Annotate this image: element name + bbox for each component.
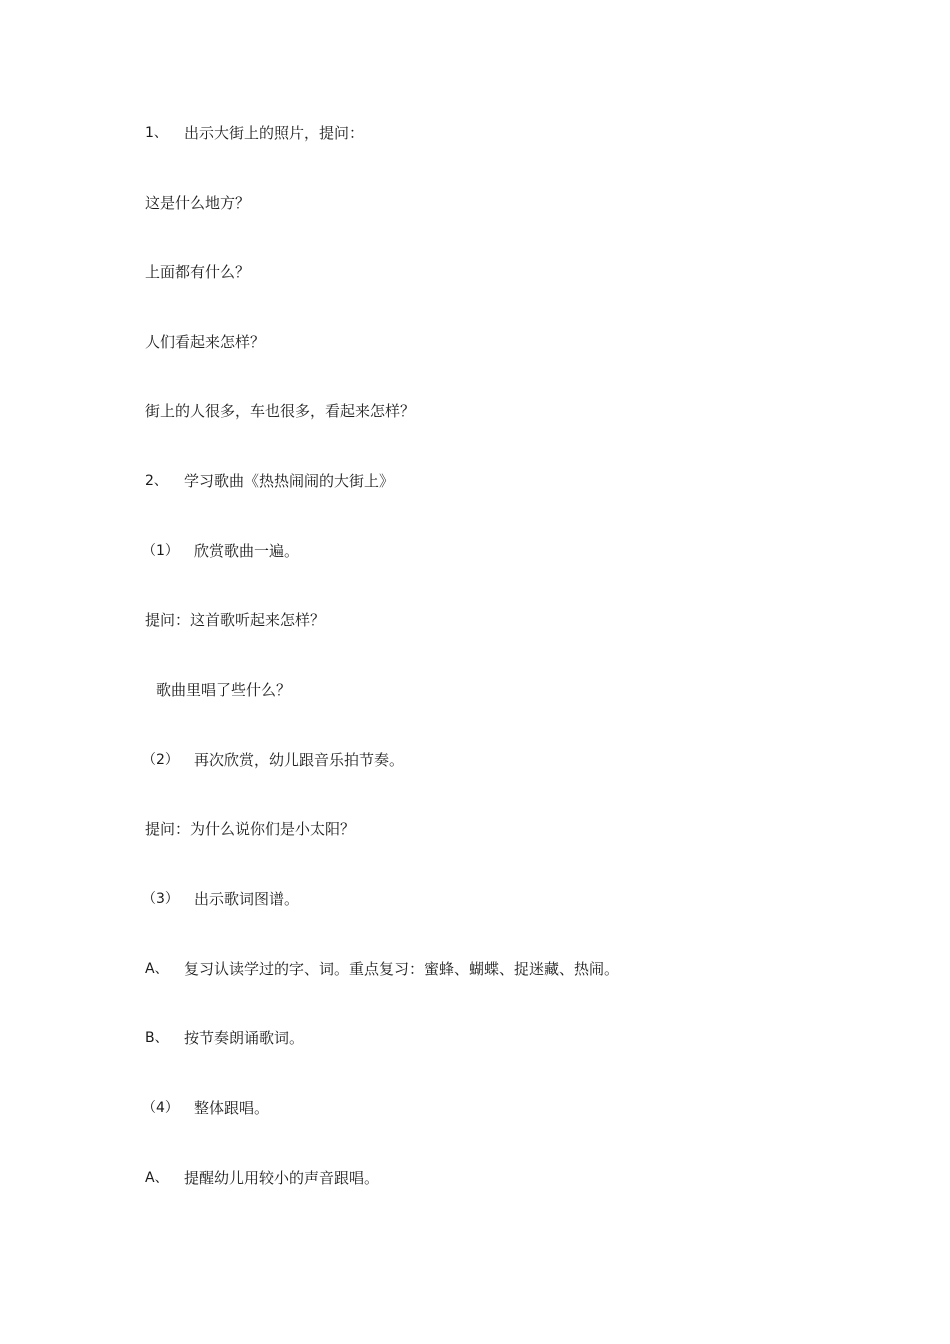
step-2-line xyxy=(145,469,394,493)
item-text: 提醒幼儿用较小的声音跟唱。 xyxy=(184,1169,380,1187)
question-line xyxy=(145,817,355,841)
substep-text: 再次欣赏，幼儿跟音乐拍节奏。 xyxy=(194,751,405,769)
question-line xyxy=(145,678,291,702)
step-number: 2、 xyxy=(145,473,168,489)
question-line xyxy=(145,330,265,354)
step-1-line xyxy=(145,121,364,145)
substep-text: 欣赏歌曲一遍。 xyxy=(194,542,300,560)
question-text: 街上的人很多，车也很多，看起来怎样？ xyxy=(145,402,416,420)
substep-1-line xyxy=(142,539,300,563)
question-text: 歌曲里唱了些什么？ xyxy=(156,681,292,699)
substep-number: （3） xyxy=(142,891,179,907)
item-text: 按节奏朗诵歌词。 xyxy=(184,1029,305,1047)
substep-number: （1） xyxy=(142,543,179,559)
item-letter: A、 xyxy=(145,1170,169,1186)
item-a-line xyxy=(145,957,619,981)
item-letter: B、 xyxy=(145,1030,169,1046)
question-line xyxy=(145,191,250,215)
substep-number: （2） xyxy=(142,752,179,768)
question-line xyxy=(145,399,415,423)
question-text: 上面都有什么？ xyxy=(145,263,251,281)
question-text: 这是什么地方？ xyxy=(145,194,251,212)
substep-text: 出示歌词图谱。 xyxy=(194,890,300,908)
step-text: 学习歌曲《热热闹闹的大街上》 xyxy=(184,472,395,490)
item-a-line xyxy=(145,1166,379,1190)
substep-2-line xyxy=(142,748,405,772)
question-line xyxy=(145,260,250,284)
item-b-line xyxy=(145,1026,304,1050)
question-line xyxy=(145,608,325,632)
step-text: 出示大街上的照片，提问： xyxy=(184,124,365,142)
item-text: 复习认读学过的字、词。重点复习：蜜蜂、蝴蝶、捉迷藏、热闹。 xyxy=(184,960,620,978)
question-text: 提问：这首歌听起来怎样？ xyxy=(145,611,326,629)
substep-3-line xyxy=(142,887,300,911)
substep-4-line xyxy=(142,1096,270,1120)
question-text: 人们看起来怎样？ xyxy=(145,333,266,351)
item-letter: A、 xyxy=(145,961,169,977)
step-number: 1、 xyxy=(145,125,168,141)
substep-number: （4） xyxy=(142,1100,179,1116)
substep-text: 整体跟唱。 xyxy=(194,1099,270,1117)
question-text: 提问：为什么说你们是小太阳？ xyxy=(145,820,356,838)
